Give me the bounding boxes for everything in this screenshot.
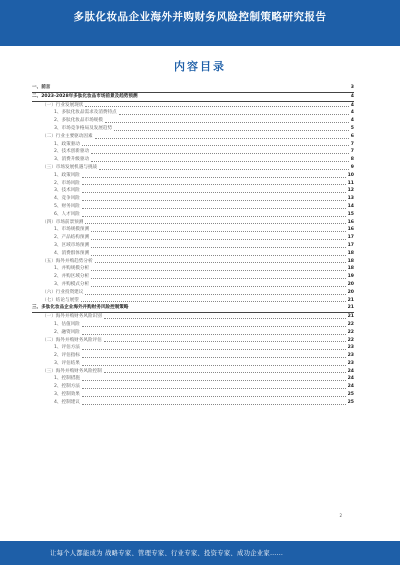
toc-entry-page: 18 xyxy=(347,258,354,264)
toc-leader-dots xyxy=(82,184,346,185)
toc-entry[interactable] xyxy=(32,375,354,383)
toc-entry-page: 24 xyxy=(347,376,354,382)
toc-entry-page: 9 xyxy=(350,164,354,170)
toc-entry-label: 2、多肽化妆品市场规模 xyxy=(54,118,103,124)
toc-entry-page: 4 xyxy=(350,118,354,124)
toc-entry-page: 4 xyxy=(350,110,354,116)
toc-leader-dots xyxy=(85,106,348,107)
toc-entry[interactable] xyxy=(32,219,354,227)
toc-entry-label: 1、政策风险 xyxy=(54,172,80,178)
toc-entry-label: 3、控制效果 xyxy=(54,392,80,398)
toc-leader-dots xyxy=(91,270,346,271)
toc-entry[interactable] xyxy=(32,352,354,360)
toc-entry-page: 8 xyxy=(350,157,354,163)
toc-entry-page: 19 xyxy=(347,274,354,280)
toc-entry-label: 1、政策驱动 xyxy=(54,141,80,147)
toc-entry-label: 2、市场风险 xyxy=(54,180,80,186)
toc-leader-dots xyxy=(104,372,346,373)
toc-leader-dots xyxy=(82,208,346,209)
toc-entry[interactable] xyxy=(32,84,354,93)
toc-leader-dots xyxy=(95,138,349,139)
toc-entry-label: （三）海外并购财务风险控制 xyxy=(42,368,102,374)
toc-entry-page: 13 xyxy=(347,196,354,202)
toc-entry-label: 三、多肽化妆品企业海外并购财务风险控制策略 xyxy=(32,305,129,311)
toc-entry-page: 12 xyxy=(347,188,354,194)
toc-entry[interactable] xyxy=(32,383,354,391)
toc-entry-label: （一）海外并购财务风险识别 xyxy=(42,314,102,320)
toc-entry-page: 6 xyxy=(350,133,354,139)
toc-entry[interactable] xyxy=(32,337,354,345)
footer-banner xyxy=(0,541,400,565)
toc-leader-dots xyxy=(82,380,346,381)
toc-entry[interactable] xyxy=(32,313,354,321)
toc-entry-label: （七）结论与展望 xyxy=(42,297,79,303)
toc-leader-dots xyxy=(81,301,346,302)
toc-entry[interactable] xyxy=(32,242,354,250)
toc-entry-page: 24 xyxy=(347,368,354,374)
toc-entry-label: 2、产品结构预测 xyxy=(54,235,90,241)
toc-entry[interactable] xyxy=(32,234,354,242)
toc-entry-label: 1、评估方法 xyxy=(54,345,80,351)
toc-entry[interactable] xyxy=(32,93,354,102)
toc-entry-label: 5、财务风险 xyxy=(54,203,80,209)
toc-entry-page: 4 xyxy=(350,93,354,99)
toc-entry[interactable] xyxy=(32,391,354,399)
toc-entry-label: 3、并购模式分析 xyxy=(54,281,90,287)
toc-leader-dots xyxy=(85,223,345,224)
toc-entry-label: 二、2023-2028年多肽化妆品市场前景及趋势预测 xyxy=(32,93,138,99)
toc-entry-label: 一、前言 xyxy=(32,85,51,90)
toc-entry-page: 18 xyxy=(347,266,354,272)
toc-entry-label: （三）市场发展机遇与挑战 xyxy=(42,164,98,170)
toc-entry-page: 17 xyxy=(347,242,354,248)
toc-leader-dots xyxy=(99,169,349,170)
toc-entry-page: 5 xyxy=(350,125,354,131)
toc-entry[interactable] xyxy=(32,164,354,172)
toc-entry-label: 1、估值风险 xyxy=(54,321,80,327)
toc-entry[interactable] xyxy=(32,226,354,234)
toc-entry[interactable] xyxy=(32,304,354,313)
toc-entry-label: 4、控制建议 xyxy=(54,399,80,405)
toc-entry-label: 3、评估结果 xyxy=(54,360,80,366)
toc-leader-dots xyxy=(119,114,349,115)
toc-leader-dots xyxy=(91,231,346,232)
toc-entry-label: 1、并购规模分析 xyxy=(54,266,90,272)
toc-leader-dots xyxy=(82,200,346,201)
toc-entry[interactable] xyxy=(32,148,354,156)
toc-entry-page: 4 xyxy=(350,102,354,108)
toc-entry-page: 20 xyxy=(347,289,354,295)
toc-entry[interactable] xyxy=(32,297,354,305)
toc-entry-label: 1、市场规模预测 xyxy=(54,227,90,233)
toc-leader-dots xyxy=(82,388,346,389)
toc-entry-page: 22 xyxy=(347,329,354,335)
toc-leader-dots xyxy=(82,349,346,350)
toc-entry-page: 24 xyxy=(347,384,354,390)
toc-entry[interactable] xyxy=(32,265,354,273)
toc-entry[interactable] xyxy=(32,329,354,337)
toc-leader-dots xyxy=(82,404,346,405)
toc-leader-dots xyxy=(82,334,346,335)
toc-leader-dots xyxy=(82,216,346,217)
toc-leader-dots xyxy=(85,294,345,295)
toc-entry-label: 4、竞争风险 xyxy=(54,196,80,202)
toc-entry-label: 3、消费升级驱动 xyxy=(54,157,90,163)
toc-entry[interactable] xyxy=(32,368,354,376)
toc-entry-label: 2、并购区域分析 xyxy=(54,274,90,280)
toc-entry[interactable] xyxy=(32,321,354,329)
toc-entry-label: 2、控制方法 xyxy=(54,384,80,390)
toc-entry[interactable] xyxy=(32,102,354,110)
toc-leader-dots xyxy=(95,262,346,263)
toc-entry-label: （五）海外并购趋势分析 xyxy=(42,258,93,264)
toc-entry[interactable] xyxy=(32,187,354,195)
toc-leader-dots xyxy=(91,153,349,154)
toc-entry-label: 2、评估指标 xyxy=(54,353,80,359)
toc-entry-page: 10 xyxy=(347,172,354,178)
toc-entry[interactable] xyxy=(32,109,354,117)
toc-entry-page: 14 xyxy=(347,203,354,209)
toc-leader-dots xyxy=(114,130,349,131)
toc-entry-label: 4、消费群体预测 xyxy=(54,250,90,256)
toc-entry-label: （二）行业主要驱动因素 xyxy=(42,133,93,139)
toc-leader-dots xyxy=(91,286,346,287)
toc-entry-label: （四）市场前景预测 xyxy=(42,219,84,225)
toc-entry[interactable] xyxy=(32,125,354,133)
toc-leader-dots xyxy=(91,278,346,279)
footer-slogan: 让每个人都能成为 战略专家、管理专家、行业专家、投资专家、成功企业家…… xyxy=(50,550,284,557)
toc-entry-label: （二）海外并购财务风险评估 xyxy=(42,337,102,343)
toc-leader-dots xyxy=(82,326,346,327)
toc-entry-page: 3 xyxy=(350,85,354,90)
toc-entry[interactable] xyxy=(32,344,354,352)
toc-entry-label: （六）行业投资建议 xyxy=(42,289,84,295)
toc-entry-label: 3、市场竞争格局及发展趋势 xyxy=(54,125,113,131)
toc-leader-dots xyxy=(104,341,346,342)
toc-entry[interactable] xyxy=(32,195,354,203)
toc-leader-dots xyxy=(91,255,346,256)
toc-entry[interactable] xyxy=(32,289,354,297)
toc-entry-page: 21 xyxy=(347,314,354,320)
toc-entry-page: 23 xyxy=(347,345,354,351)
toc-entry[interactable] xyxy=(32,117,354,125)
toc-entry[interactable] xyxy=(32,360,354,368)
toc-entry-page: 23 xyxy=(347,360,354,366)
toc-entry[interactable] xyxy=(32,211,354,219)
toc-leader-dots xyxy=(91,247,346,248)
toc-entry-label: 3、技术风险 xyxy=(54,188,80,194)
toc-entry-page: 25 xyxy=(347,392,354,398)
toc-entry-page: 22 xyxy=(347,321,354,327)
table-of-contents xyxy=(32,84,354,407)
toc-entry-page: 15 xyxy=(347,211,354,217)
toc-entry-page: 20 xyxy=(347,281,354,287)
toc-entry[interactable] xyxy=(32,203,354,211)
toc-entry-page: 16 xyxy=(347,227,354,233)
toc-entry-page: 7 xyxy=(350,141,354,147)
toc-entry-label: 2、技术创新驱动 xyxy=(54,149,90,155)
toc-leader-dots xyxy=(91,161,349,162)
toc-entry-page: 22 xyxy=(347,337,354,343)
toc-entry-label: 3、区域市场预测 xyxy=(54,242,90,248)
toc-leader-dots xyxy=(82,357,346,358)
toc-entry-label: 6、人才风险 xyxy=(54,211,80,217)
toc-entry[interactable] xyxy=(32,180,354,188)
toc-heading: 内容目录 xyxy=(174,60,226,73)
toc-leader-dots xyxy=(104,318,346,319)
toc-leader-dots xyxy=(105,122,349,123)
toc-entry-page: 21 xyxy=(347,297,354,303)
page-number: 2 xyxy=(339,513,342,518)
toc-entry[interactable] xyxy=(32,399,354,407)
toc-entry-page: 7 xyxy=(350,149,354,155)
toc-leader-dots xyxy=(82,192,346,193)
toc-entry-label: 2、融资风险 xyxy=(54,329,80,335)
toc-entry-label: （一）行业发展现状 xyxy=(42,102,84,108)
report-title: 多肽化妆品企业海外并购财务风险控制策略研究报告 xyxy=(73,11,327,23)
toc-entry[interactable] xyxy=(32,273,354,281)
toc-entry[interactable] xyxy=(32,156,354,164)
toc-entry-label: 1、多肽化妆品需求及消费特点 xyxy=(54,110,117,116)
header-banner xyxy=(0,0,400,46)
toc-entry-page: 16 xyxy=(347,219,354,225)
toc-entry-page: 23 xyxy=(347,353,354,359)
toc-entry[interactable] xyxy=(32,258,354,266)
toc-entry-page: 21 xyxy=(347,305,354,311)
toc-entry-page: 17 xyxy=(347,235,354,241)
toc-leader-dots xyxy=(82,177,346,178)
toc-entry[interactable] xyxy=(32,250,354,258)
toc-leader-dots xyxy=(82,396,346,397)
toc-leader-dots xyxy=(91,239,346,240)
toc-entry-page: 25 xyxy=(347,399,354,405)
toc-leader-dots xyxy=(82,145,349,146)
toc-entry-page: 18 xyxy=(347,250,354,256)
toc-entry-page: 11 xyxy=(347,180,354,186)
toc-entry[interactable] xyxy=(32,133,354,141)
toc-entry-label: 1、控制措施 xyxy=(54,376,80,382)
toc-entry[interactable] xyxy=(32,172,354,180)
toc-entry[interactable] xyxy=(32,141,354,149)
toc-entry[interactable] xyxy=(32,281,354,289)
toc-leader-dots xyxy=(82,365,346,366)
